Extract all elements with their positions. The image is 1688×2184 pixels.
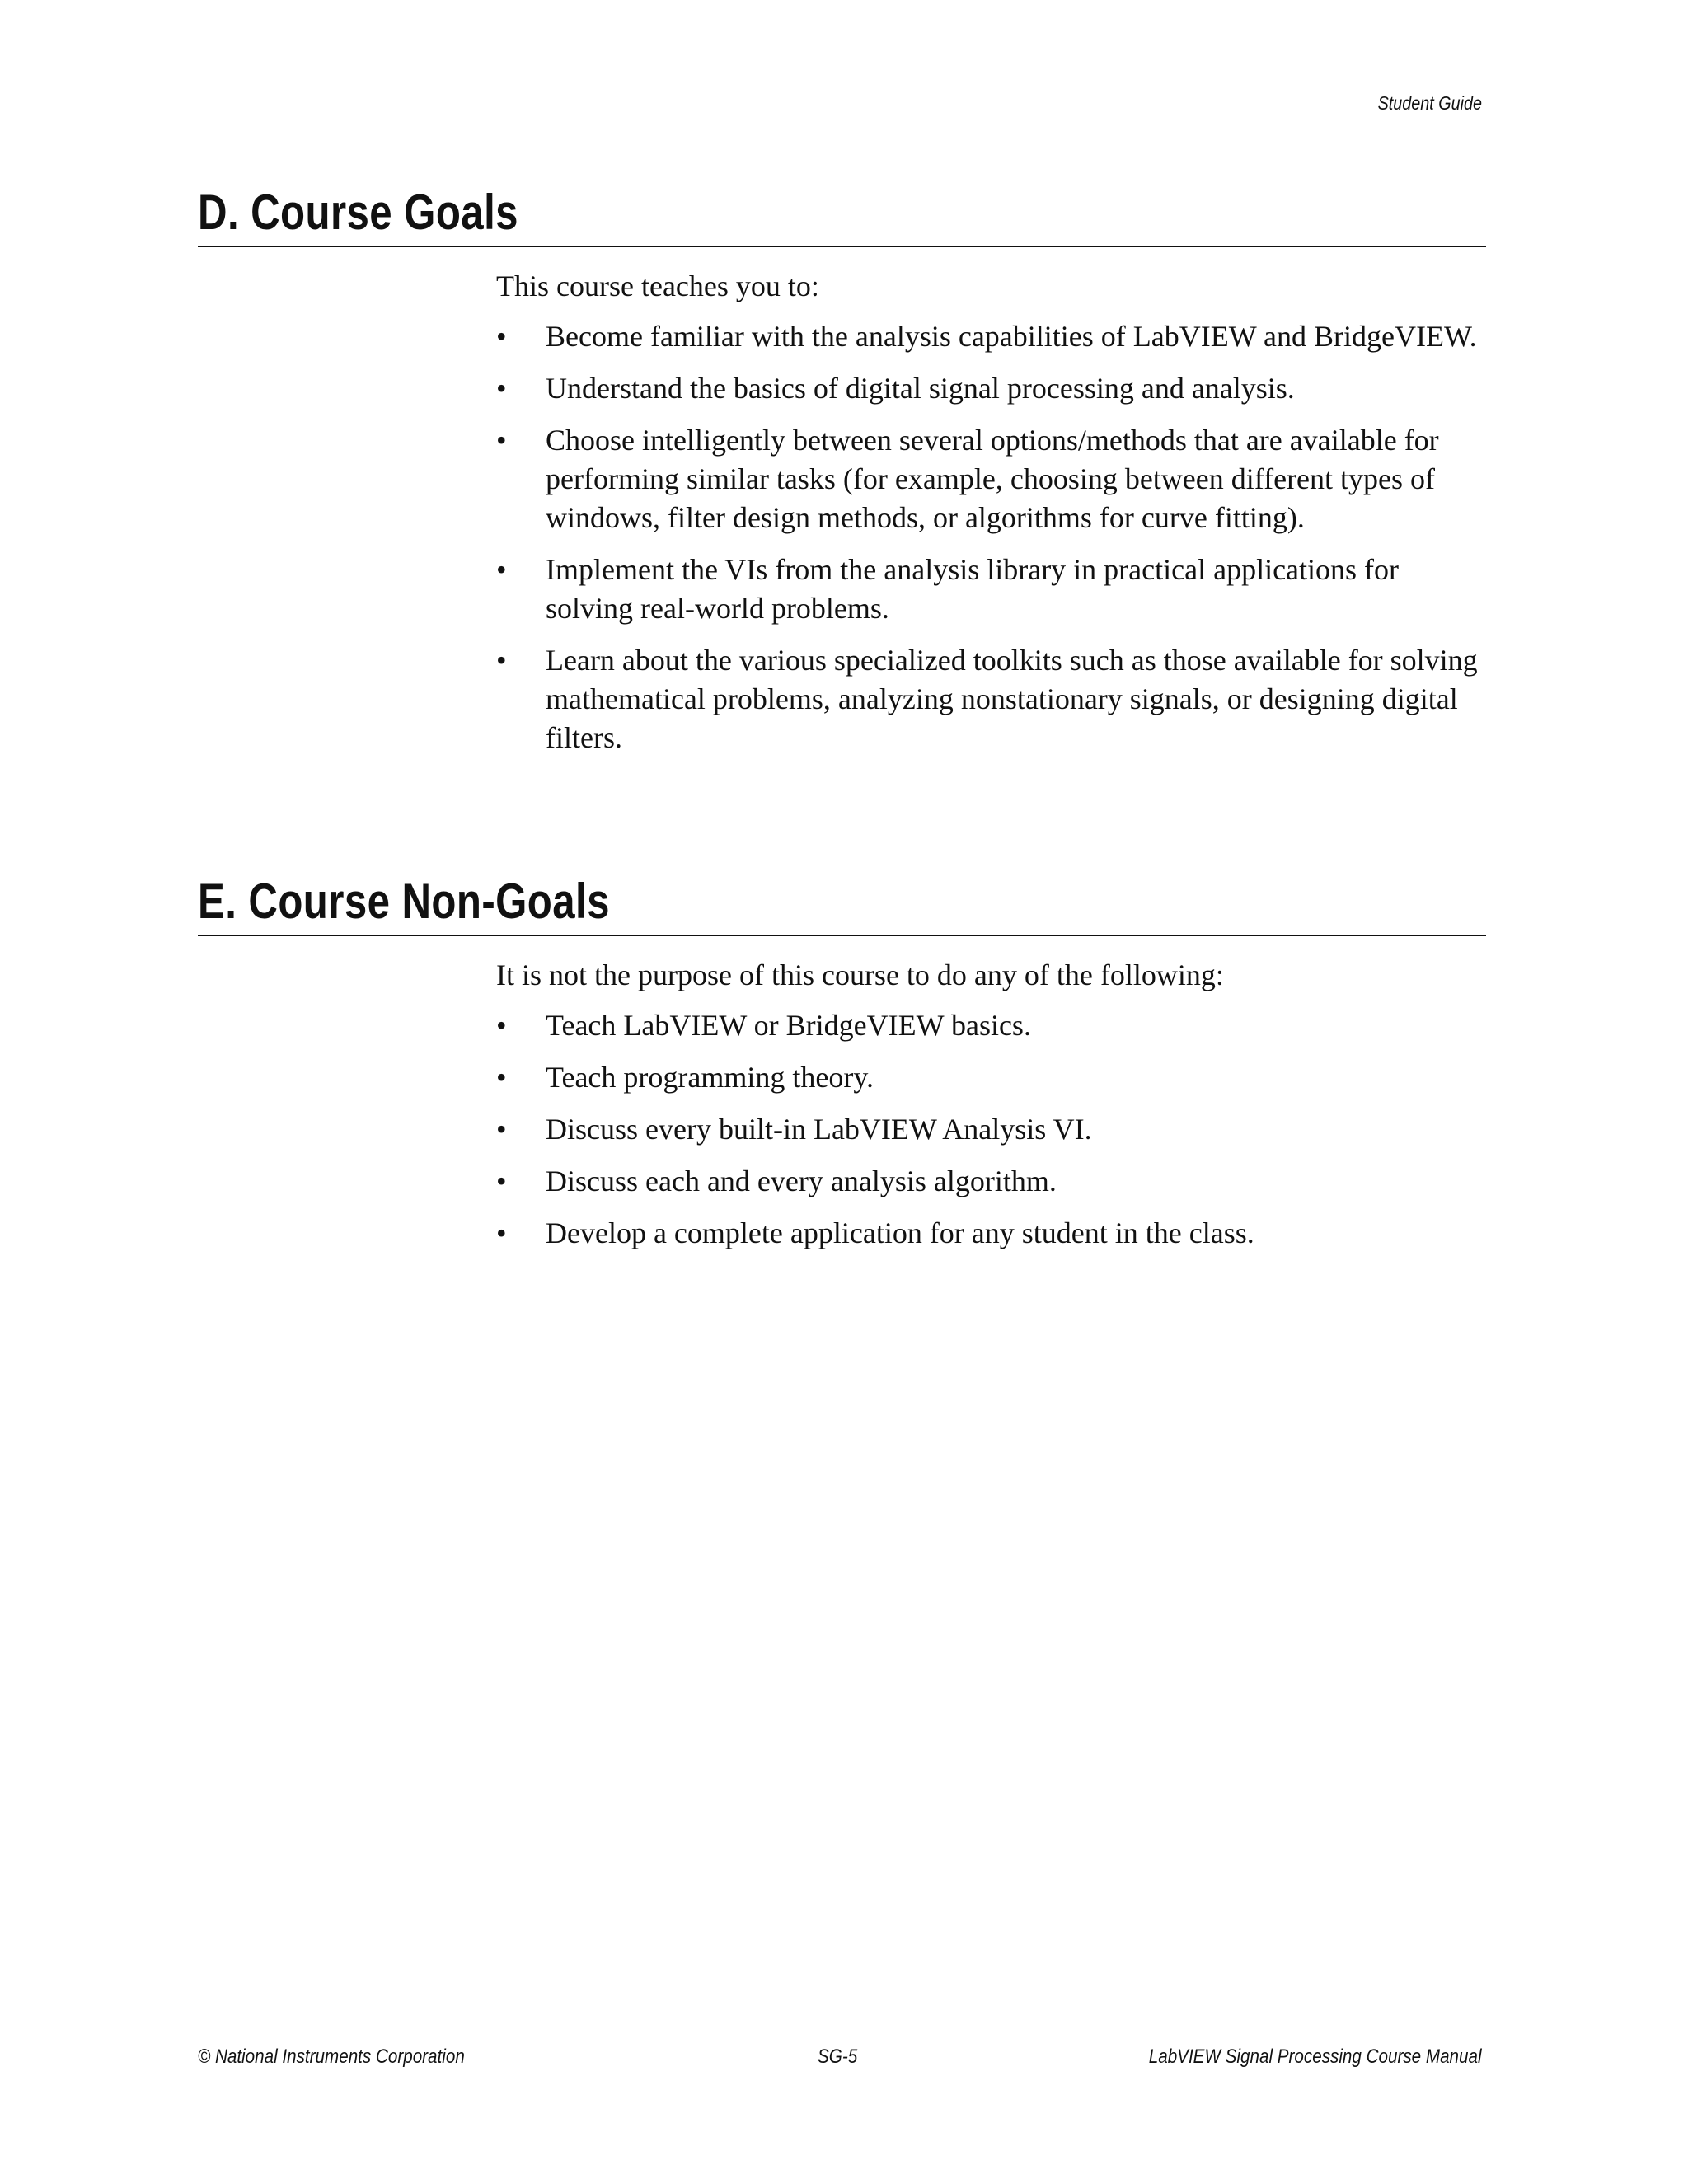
section-course-non-goals [198, 872, 1486, 1266]
list-item [496, 1162, 1493, 1201]
section-heading-course-goals [198, 183, 1254, 242]
list-item-text: Learn about the various specialized toolkits such as those available for solving mathematical problems, analyzing nonstationary signals, or designing digital filters. [546, 644, 1478, 754]
list-item [496, 421, 1493, 537]
non-goals-list [496, 1006, 1493, 1253]
section-letter: E. [198, 874, 237, 929]
bullet-glyph: • [496, 1165, 507, 1197]
list-item-text: Implement the VIs from the analysis library in practical applications for solving real-world problems. [546, 553, 1400, 625]
section-title: Course Non-Goals [248, 874, 610, 929]
bullet-glyph: • [496, 1061, 507, 1094]
bullet-glyph: • [496, 1216, 507, 1249]
list-item-text: Choose intelligently between several options/methods that are available for performing similar tasks (for example, choosing between different types of windows, filter design methods, or algorithms for curve fitting). [546, 424, 1439, 534]
footer-page-number: SG-5 [818, 2046, 858, 2068]
list-item [496, 1214, 1493, 1253]
footer-copyright: © National Instruments Corporation [198, 2046, 465, 2068]
running-header: Student Guide [1377, 92, 1482, 114]
list-item [496, 551, 1493, 628]
section-letter: D. [198, 185, 240, 240]
section-title: Course Goals [251, 185, 518, 240]
section-intro: It is not the purpose of this course to do any of the following: [496, 958, 1224, 991]
list-item-text: Develop a complete application for any student in the class. [546, 1216, 1254, 1249]
heading-rule [198, 246, 1486, 247]
heading-rule [198, 935, 1486, 936]
bullet-glyph: • [496, 424, 507, 457]
bullet-glyph: • [496, 553, 507, 586]
list-item-text: Discuss each and every analysis algorithm. [546, 1165, 1057, 1197]
footer-manual-title: LabVIEW Signal Processing Course Manual [1149, 2046, 1482, 2068]
list-item [496, 1006, 1493, 1045]
bullet-glyph: • [496, 1113, 507, 1146]
section-intro: This course teaches you to: [496, 269, 819, 302]
list-item-text: Teach LabVIEW or BridgeVIEW basics. [546, 1009, 1031, 1042]
goals-list [496, 317, 1493, 757]
section-course-goals [198, 183, 1486, 771]
section-body [496, 267, 1493, 757]
list-item [496, 641, 1493, 757]
list-item [496, 1110, 1493, 1149]
list-item-text: Become familiar with the analysis capabilities of LabVIEW and BridgeVIEW. [546, 320, 1477, 353]
list-item-text: Understand the basics of digital signal processing and analysis. [546, 372, 1295, 405]
list-item-text: Discuss every built-in LabVIEW Analysis VI. [546, 1113, 1092, 1146]
list-item [496, 1058, 1493, 1097]
bullet-glyph: • [496, 644, 507, 677]
list-item-text: Teach programming theory. [546, 1061, 874, 1094]
list-item [496, 317, 1493, 356]
section-body [496, 956, 1493, 1253]
bullet-glyph: • [496, 320, 507, 353]
section-heading-course-non-goals [198, 872, 1254, 931]
bullet-glyph: • [496, 372, 507, 405]
bullet-glyph: • [496, 1009, 507, 1042]
list-item [496, 369, 1493, 408]
